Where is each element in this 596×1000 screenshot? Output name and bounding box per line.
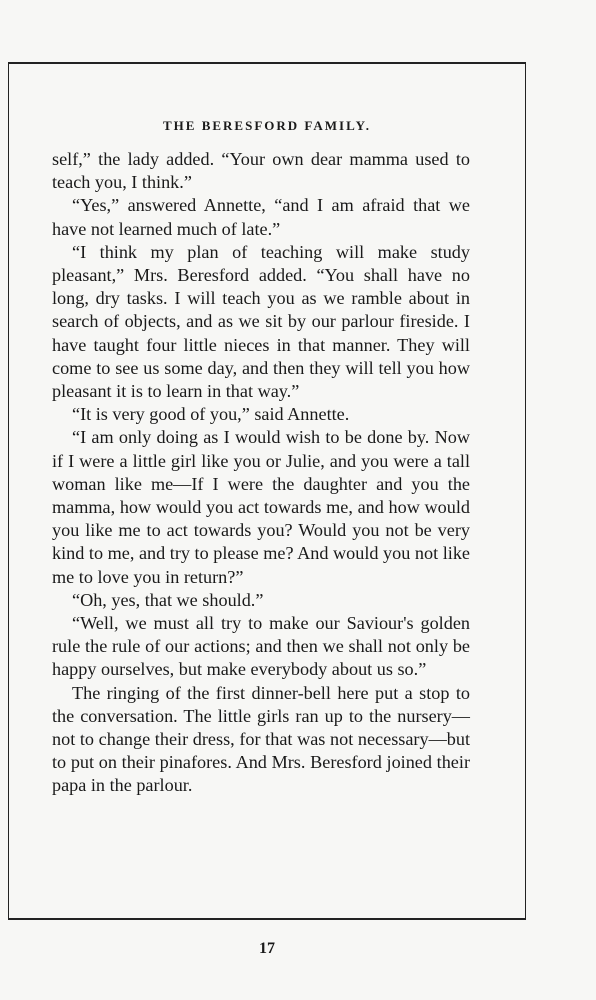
text-body (52, 148, 470, 798)
page-number: 17 (259, 940, 275, 957)
paragraph-5: “I am only doing as I would wish to be done by. Now if I were a little girl like you or Julie, and you were a tall woman like me—If I were the daughter and you the mamma, how would you act towards me, and how would you like me to act towards you? Would you not be very kind to me, and try to please me? And would you not like me to love you in return?” (52, 427, 470, 587)
paragraph-6: “Oh, yes, that we should.” (72, 589, 264, 610)
paragraph-7: “Well, we must all try to make our Saviour's golden rule the rule of our actions; and then we shall not only be happy ourselves, but make everybody about us so.” (52, 613, 470, 680)
paragraph-4: “It is very good of you,” said Annette. (72, 404, 350, 425)
paragraph-8: The ringing of the first dinner-bell here put a stop to the conversation. The little girls ran up to the nursery—not to change their dress, for that was not necessary—but to put on their pinafores. And Mrs. Beresford joined their papa in the parlour. (52, 682, 470, 796)
running-head: THE BERESFORD FAMILY. (162, 118, 372, 133)
paragraph-1: self,” the lady added. “Your own dear mamma used to teach you, I think.” (52, 149, 470, 193)
paragraph-2: “Yes,” answered Annette, “and I am afraid that we have not learned much of late.” (52, 195, 470, 239)
paragraph-3: “I think my plan of teaching will make study pleasant,” Mrs. Beresford added. “You shall have no long, dry tasks. I will teach you as we ramble about in search of objects, and as we sit by our parlour fireside. I have taught four little nieces in that manner. They will come to see us some day, and then they will tell you how pleasant it is to learn in that way.” (52, 241, 470, 402)
